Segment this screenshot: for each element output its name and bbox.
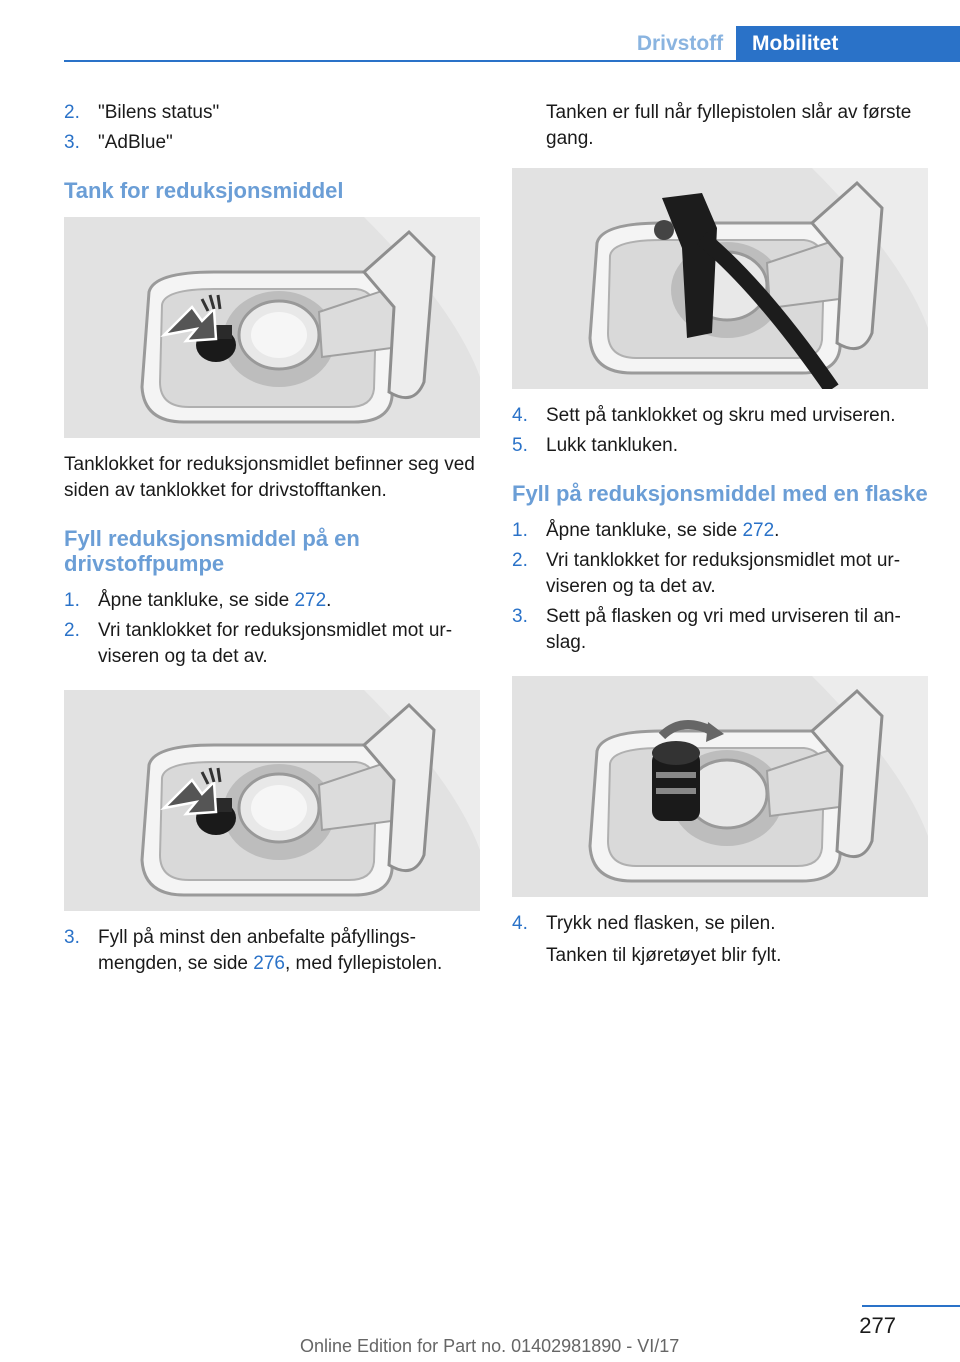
- list-item: [64, 588, 480, 614]
- header-tab-drivstoff[interactable]: Drivstoff: [636, 32, 724, 55]
- figure-tank-cap-remove: [64, 690, 480, 911]
- list-item: [512, 433, 928, 459]
- list-text: Sett på flasken og vri med urviseren til anslag.: [546, 606, 901, 653]
- list-item: [64, 100, 480, 126]
- list-item: [512, 604, 928, 656]
- list-item: [64, 618, 480, 670]
- section-heading: Tank for reduksjonsmiddel: [64, 178, 344, 203]
- list-text: Åpne tankluke, se side 272.: [98, 590, 332, 611]
- list-number: 4.: [512, 405, 528, 426]
- list-number: 3.: [512, 606, 528, 627]
- list-text: "Bilens status": [98, 102, 220, 123]
- footer-rule: [862, 1305, 960, 1307]
- list-number: 2.: [64, 620, 80, 641]
- right-column: [512, 100, 928, 969]
- list-text: Fyll på minst den anbefalte påfyllingsmengden, se side 276, med fyllepistolen.: [98, 927, 443, 974]
- figure-refill-bottle: [512, 676, 928, 897]
- page-link[interactable]: 272: [742, 520, 775, 541]
- section-heading: Fyll reduksjonsmiddel på en drivstoffpumpe: [64, 526, 360, 576]
- list-item: [512, 911, 928, 937]
- list-number: 2.: [64, 102, 80, 123]
- figure-tank-cap-closed: [64, 217, 480, 438]
- list-number: 5.: [512, 435, 528, 456]
- header-rule: [64, 60, 960, 62]
- page-link[interactable]: 272: [294, 590, 327, 611]
- section-heading: Fyll på reduksjonsmiddel med en flaske: [512, 481, 928, 506]
- list-text: Vri tanklokket for reduksjonsmidlet mot urviseren og ta det av.: [546, 550, 901, 597]
- list-item: [512, 518, 928, 544]
- list-number: 3.: [64, 132, 80, 153]
- list-number: 1.: [64, 590, 80, 611]
- list-text: Vri tanklokket for reduksjonsmidlet mot urviseren og ta det av.: [98, 620, 453, 667]
- list-item: [64, 130, 480, 156]
- list-item: [64, 925, 480, 977]
- page-link[interactable]: 276: [253, 953, 285, 974]
- list-number: 1.: [512, 520, 528, 541]
- list-text: "AdBlue": [98, 132, 173, 153]
- paragraph: Tanklokket for reduksjonsmidlet befinner seg ved siden av tanklokket for drivstofftanken.: [64, 454, 475, 501]
- list-text: Lukk tankluken.: [546, 435, 679, 456]
- figure-fuel-nozzle: [512, 168, 928, 389]
- list-item: [512, 548, 928, 600]
- list-text: Trykk ned flasken, se pilen.: [546, 913, 776, 934]
- list-number: 4.: [512, 913, 528, 934]
- list-text: Åpne tankluke, se side 272.: [546, 520, 780, 541]
- page-number: 277: [859, 1313, 896, 1338]
- header-tab-mobilitet[interactable]: Mobilitet: [736, 26, 960, 62]
- list-item: [512, 403, 928, 429]
- paragraph: Tanken til kjøretøyet blir fylt.: [546, 945, 782, 966]
- list-number: 2.: [512, 550, 528, 571]
- left-column: [64, 100, 480, 981]
- paragraph: Tanken er full når fyllepistolen slår av første gang.: [546, 102, 912, 149]
- list-text: Sett på tanklokket og skru med urviseren.: [546, 405, 896, 426]
- list-number: 3.: [64, 927, 80, 948]
- edition-note: Online Edition for Part no. 01402981890 - VI/17: [300, 1336, 680, 1356]
